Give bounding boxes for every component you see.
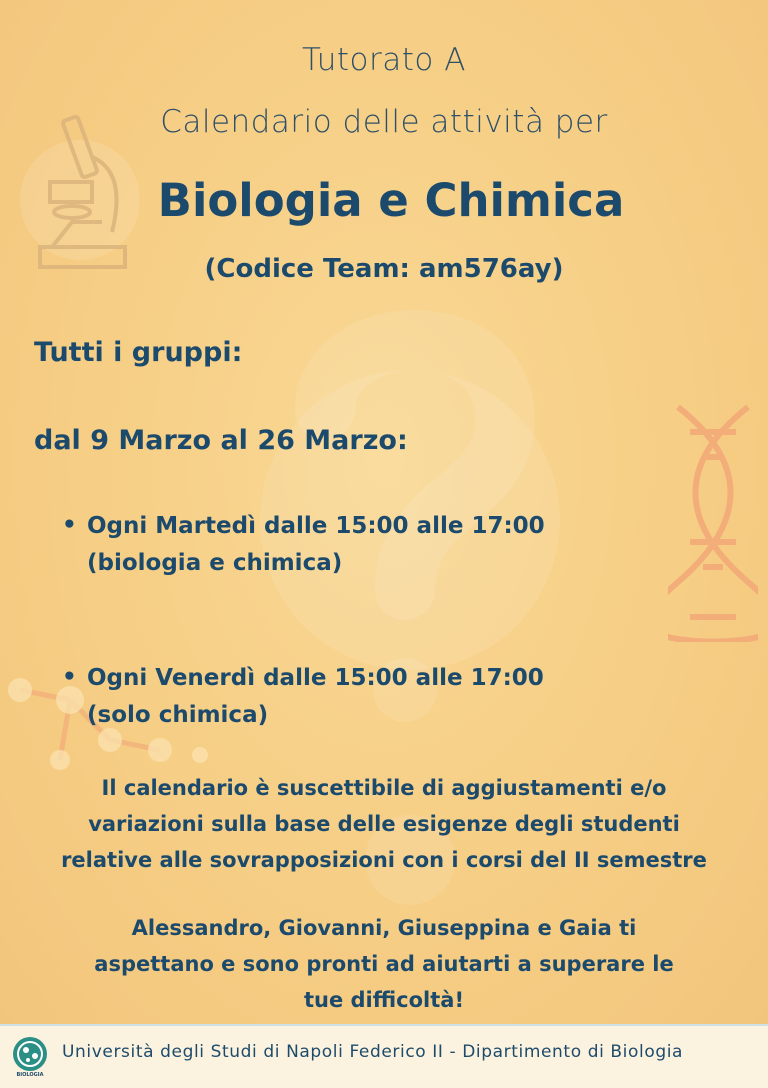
schedule-item-2-line2: (solo chimica) (87, 702, 269, 728)
schedule-item-1-line2: (biologia e chimica) (87, 550, 343, 576)
tutors-note (0, 910, 768, 1018)
schedule-item-2-line1: Ogni Venerdì dalle 15:00 alle 17:00 (87, 665, 544, 691)
poster-title: Biologia e Chimica (157, 174, 625, 227)
poster-subtitle-calendario: Calendario delle attività per (160, 104, 608, 140)
groups-heading: Tutti i gruppi: (34, 337, 243, 368)
dna-helix-icon (668, 402, 758, 642)
schedule-item-1-line1: Ogni Martedì dalle 15:00 alle 17:00 (87, 513, 545, 539)
tutors-line: tue difficoltà! (303, 988, 465, 1012)
period-heading: dal 9 Marzo al 26 Marzo: (34, 425, 408, 456)
bullet-icon: • (62, 664, 77, 690)
tutors-line: aspettano e sono pronti ad aiutarti a superare le (94, 952, 674, 976)
bullet-icon: • (62, 512, 77, 538)
disclaimer-line: relative alle sovrapposizioni con i corsi del II semestre (61, 848, 707, 872)
poster-subtitle-tutorato: Tutorato A (302, 42, 466, 78)
logo-caption: BIOLOGIA (16, 1072, 44, 1078)
team-code: (Codice Team: am576ay) (204, 254, 564, 284)
disclaimer-line: variazioni sulla base delle esigenze degli studenti (88, 812, 680, 836)
footer-text: Università degli Studi di Napoli Federico II - Dipartimento di Biologia (62, 1042, 684, 1062)
tutors-line: Alessandro, Giovanni, Giuseppina e Gaia ti (131, 916, 637, 940)
disclaimer-line: Il calendario è suscettibile di aggiustamenti e/o (101, 776, 667, 800)
footer (0, 1024, 768, 1088)
disclaimer-note (0, 770, 768, 878)
